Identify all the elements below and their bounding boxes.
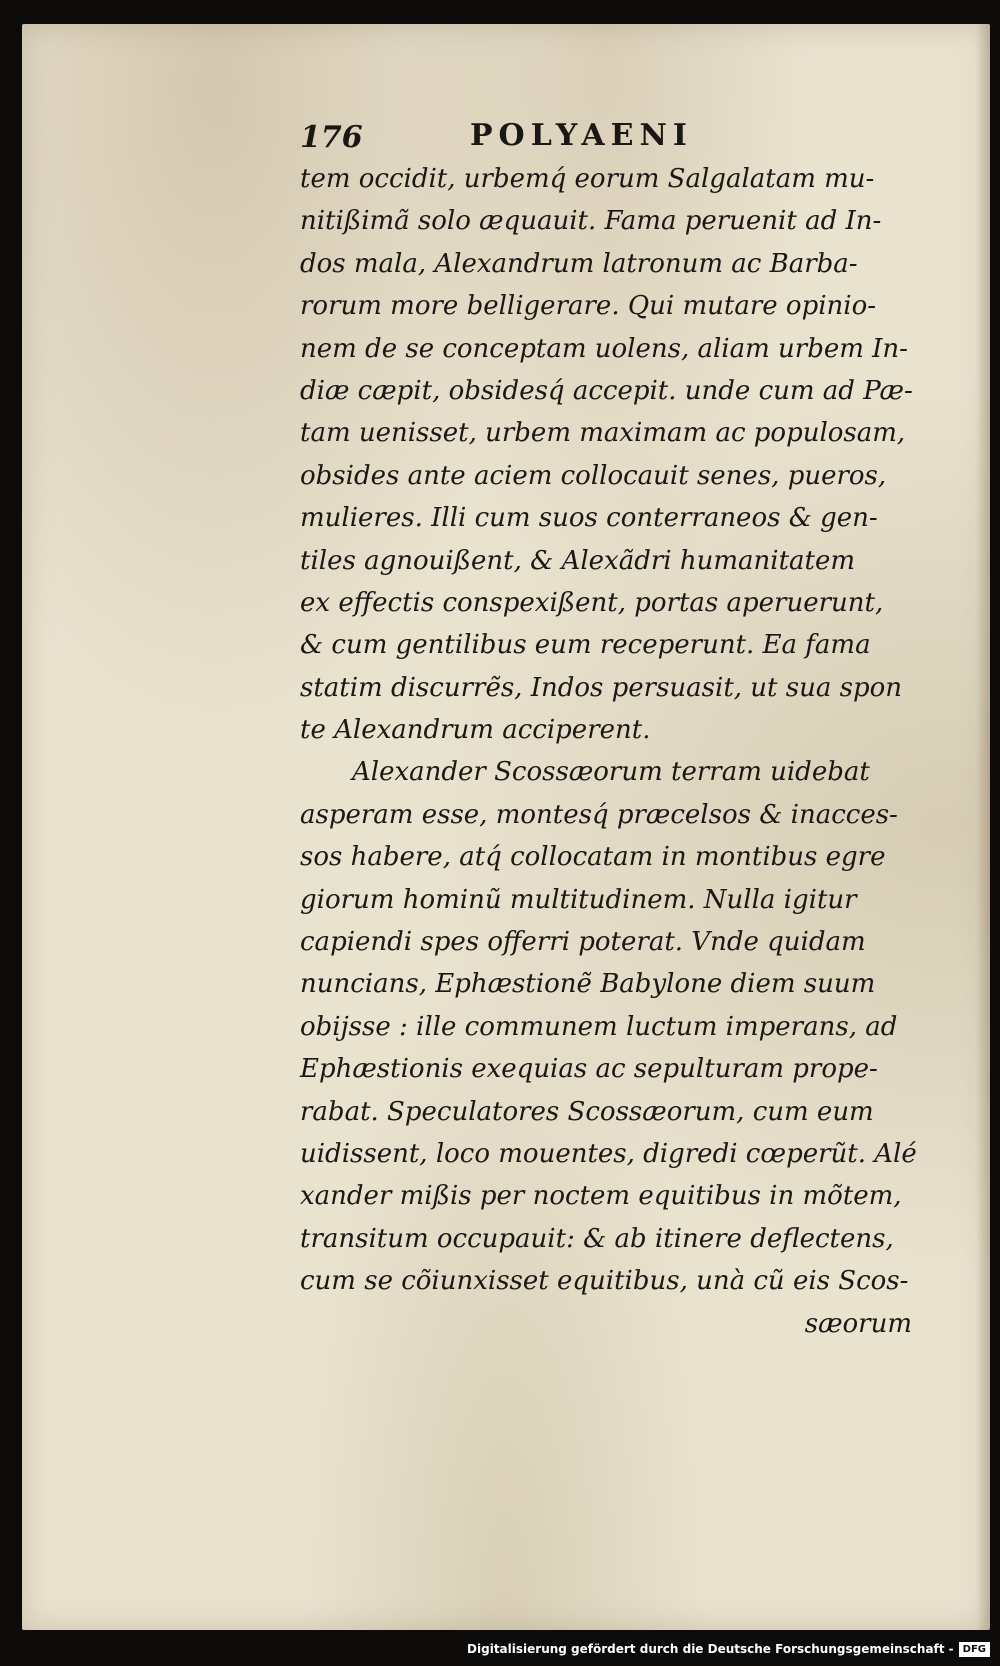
text-line: mulieres. Illi cum suos conterraneos & gen- — [300, 503, 878, 534]
page-edge-shadow — [976, 24, 990, 1630]
text-line: obijsse : ille communem luctum imperans, ad — [300, 1011, 898, 1042]
text-line: rabat. Speculatores Scossæorum, cum eum — [300, 1096, 874, 1127]
body-text — [300, 158, 917, 1345]
text-line: & cum gentilibus eum receperunt. Ea fama — [300, 630, 871, 661]
running-title: POLYAENI — [470, 118, 693, 153]
text-line: diæ cæpit, obsidesq́ accepit. unde cum ad Pæ- — [300, 375, 913, 406]
text-line: tem occidit, urbemq́ eorum Salgalatam mu- — [300, 164, 875, 194]
text-line: te Alexandrum acciperent. — [300, 715, 651, 746]
text-line: nitißimã solo æquauit. Fama peruenit ad In- — [300, 206, 882, 237]
text-line: capiendi spes offerri poterat. Vnde quidam — [300, 927, 866, 958]
text-line: obsides ante aciem collocauit senes, pueros, — [300, 460, 887, 491]
text-line: rorum more belligerare. Qui mutare opinio- — [300, 291, 877, 322]
digitization-footer — [467, 1634, 990, 1664]
text-line: statim discurrẽs, Indos persuasit, ut sua spon — [300, 672, 902, 703]
text-line: xander mißis per noctem equitibus in mõtem, — [300, 1181, 902, 1212]
text-line: cum se cõiunxisset equitibus, unà cũ eis Scos- — [300, 1266, 909, 1297]
text-line: uidissent, loco mouentes, digredi cœperũt. Alé — [300, 1138, 917, 1169]
text-line: sos habere, atq́ collocatam in montibus egre — [300, 842, 886, 873]
text-line: tiles agnouißent, & Alexãdri humanitatem — [300, 545, 856, 576]
page-header — [300, 118, 840, 158]
footer-credit: Digitalisierung gefördert durch die Deutsche Forschungsgemeinschaft - — [467, 1642, 954, 1656]
page-number: 176 — [300, 120, 363, 155]
text-line: transitum occupauit: & ab itinere deflectens, — [300, 1223, 894, 1254]
text-line: tam uenisset, urbem maximam ac populosam, — [300, 418, 906, 449]
paragraph-start-line: Alexander Scossæorum terram uidebat — [352, 757, 870, 788]
dfg-logo-icon: DFG — [959, 1642, 990, 1657]
text-line: nuncians, Ephæstionẽ Babylone diem suum — [300, 969, 876, 1000]
catchword: sæorum — [804, 1308, 912, 1339]
text-line: ex effectis conspexißent, portas aperuerunt, — [300, 587, 884, 618]
text-line: dos mala, Alexandrum latronum ac Barba- — [300, 248, 858, 279]
text-line: Ephæstionis exequias ac sepulturam prope- — [300, 1054, 878, 1085]
text-line: nem de se conceptam uolens, aliam urbem In- — [300, 333, 908, 364]
text-line: giorum hominũ multitudinem. Nulla igitur — [300, 884, 857, 915]
text-line: asperam esse, montesq́ præcelsos & inacces- — [300, 799, 898, 830]
